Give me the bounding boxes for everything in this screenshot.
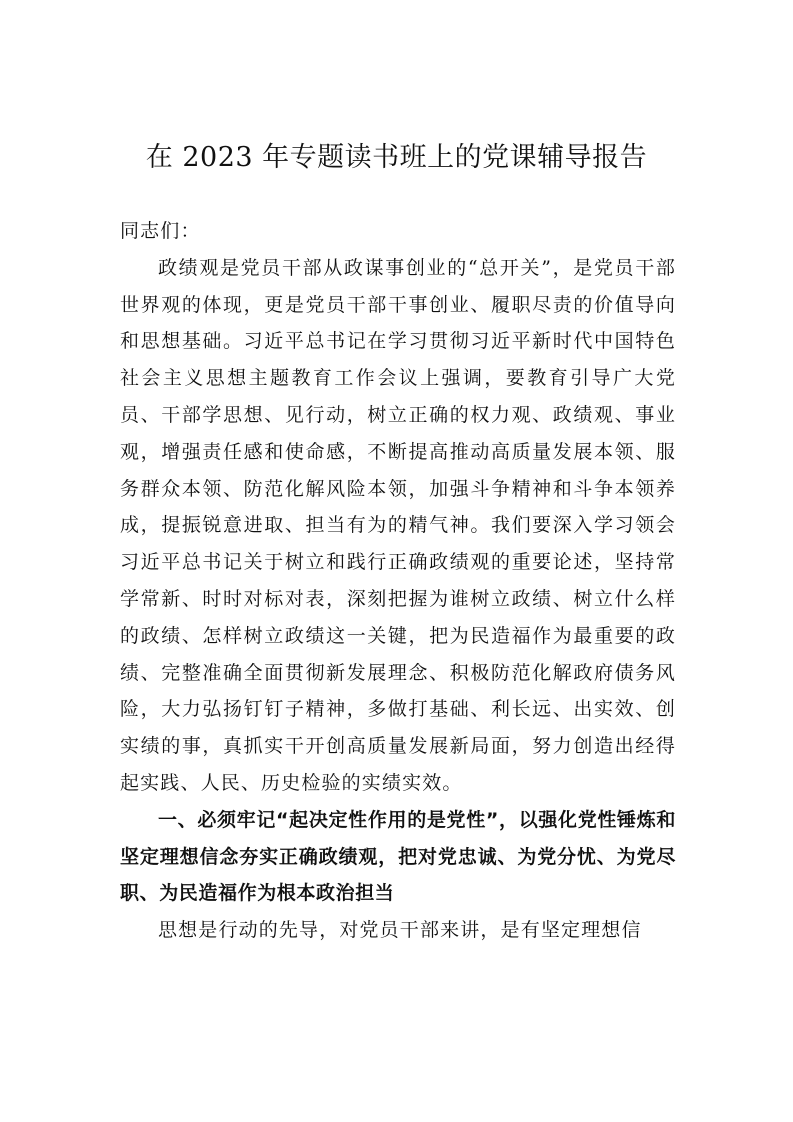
document-body [120, 213, 676, 949]
section-heading-1: 一、必须牢记“起决定性作用的是党性”，以强化党性锤炼和坚定理想信念夯实正确政绩观，把对党忠诚、为党分忧、为党尽职、为民造福作为根本政治担当 [120, 808, 676, 905]
paragraph-intro: 政绩观是党员干部从政谋事创业的“总开关”，是党员干部世界观的体现，更是党员干部干事创业、履职尽责的价值导向和思想基础。习近平总书记在学习贯彻习近平新时代中国特色社会主义思想主题教育工作会议上强调，要教育引导广大党员、干部学思想、见行动，树立正确的权力观、政绩观、事业观，增强责任感和使命感，不断提高推动高质量发展本领、服务群众本领、防范化解风险本领，加强斗争精神和斗争本领养成，提振锐意进取、担当有为的精气神。我们要深入学习领会习近平总书记关于树立和践行正确政绩观的重要论述，坚持常学常新、时时对标对表，深刻把握为谁树立政绩、树立什么样的政绩、怎样树立政绩这一关键，把为民造福作为最重要的政绩、完整准确全面贯彻新发展理念、积极防范化解政府债务风险，大力弘扬钉钉子精神，多做打基础、利长远、出实效、创实绩的事，真抓实干开创高质量发展新局面，努力创造出经得起实践、人民、历史检验的实绩实效。 [120, 256, 676, 794]
salutation: 同志们： [120, 220, 201, 242]
paragraph-section-1: 思想是行动的先导，对党员干部来讲，是有坚定理想信 [158, 919, 642, 942]
document-title: 在 2023 年专题读书班上的党课辅导报告 [145, 142, 648, 173]
